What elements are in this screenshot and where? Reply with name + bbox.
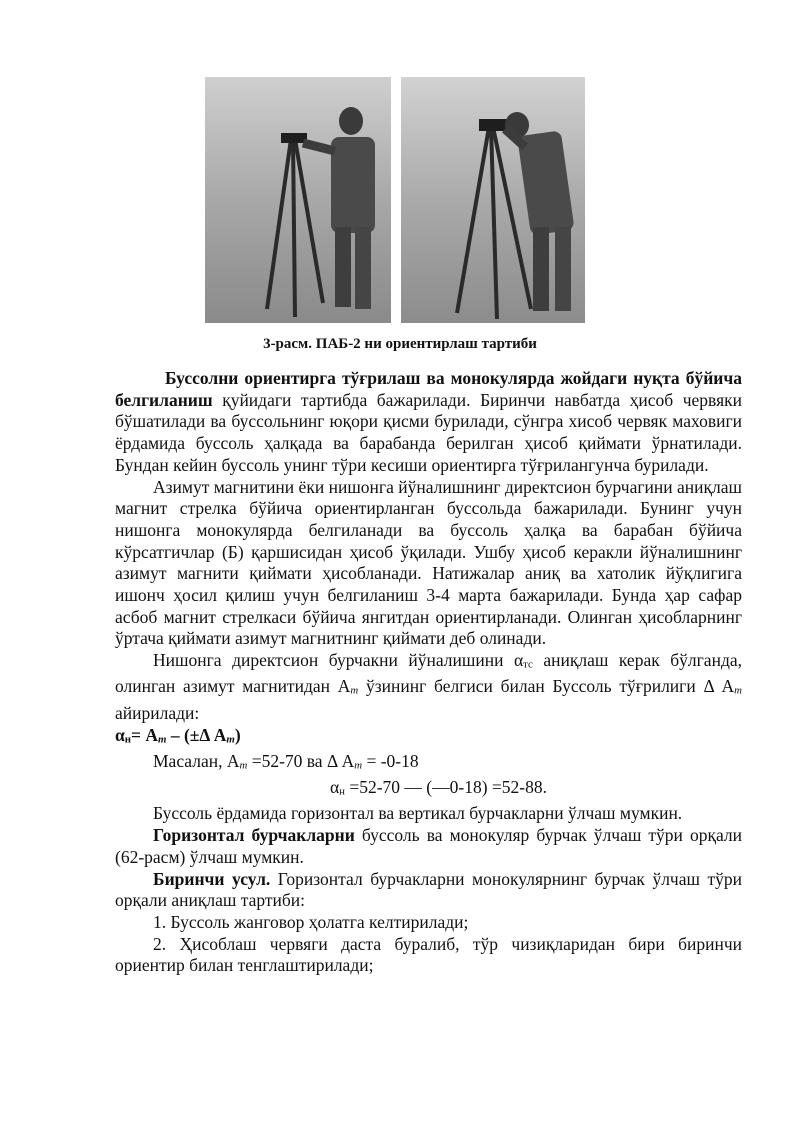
paragraph-2: Азимут магнитини ёки нишонга йўналишнинг директсион бурчагини аниқлаш магнит стрелка бўйича ориентирланган буссольда бажарилади. Бунинг учун нишонга монокулярда белгиланади ва буссоль ҳалқа ва барабан бўйича кўрсатгичлар (Б) қаршисидан ҳисоб ўқилади. Ушбу ҳисоб керакли йўналишнинг азимут магнити қиймати ҳисобланади. Натижалар аниқ ва хатолик йўқлигига ишонч ҳосил қилиш учун белгиланиш 3-4 марта бажарилади. Бунда ҳар сафар асбоб магнит стрелкаси бўйича янгитдан ориентирланади. Олинган ҳисобларнинг ўртача қиймати азимут магнитнинг қиймати деб олинади.	[115, 476, 742, 649]
a-subscript-2: т	[734, 685, 742, 698]
p3-text-4: айирилади:	[115, 702, 200, 723]
ex2-alpha: α	[330, 777, 340, 798]
formula-a-sub-2: т	[226, 733, 235, 746]
formula-alpha-sub: н	[124, 733, 132, 746]
formula-tail-2: )	[234, 724, 241, 745]
alpha-symbol: α	[513, 650, 524, 671]
formula-tail-1: – (±Δ А	[166, 724, 227, 745]
paragraph-5-text: буссоль ва монокуляр бурчак ўлчаш тўри орқали (62-расм) ўлчаш мумкин.	[115, 825, 742, 867]
paragraph-5-bold: Горизонтал бурчакларни	[153, 825, 355, 846]
p3-text-3: ўзининг белгиси билан Буссоль тўғрилиги Δ А	[358, 676, 735, 697]
formula-alpha: α	[115, 724, 125, 745]
soldier-tripod-image-right	[401, 77, 585, 323]
formula-mid: = А	[131, 724, 159, 745]
step-2: 2. Ҳисоблаш червяги даста буралиб, тўр чизиқларидан бири биринчи ориентир билан тенглаштирилади;	[115, 933, 742, 976]
paragraph-1-bold: Буссолни ориентирга тўғрилаш ва монокулярда жойдаги нуқта бўйича белгиланиш	[115, 368, 742, 410]
ex1-a: Масалан, А	[153, 750, 240, 771]
ex1-sub-2: т	[354, 759, 363, 772]
ex2-rest: =52-70 — (—0-18) =52-88.	[344, 777, 547, 798]
paragraph-6-text: Горизонтал бурчакларни монокулярнинг бурчак ўлчаш тўри орқали аниқлаш тартиби:	[115, 868, 742, 911]
alpha-subscript: тс	[523, 658, 533, 671]
a-subscript: т	[350, 685, 359, 698]
ex1-b: =52-70 ва Δ А	[247, 750, 355, 771]
soldier-tripod-image-left	[205, 77, 391, 323]
ex2-sub: н	[339, 785, 345, 798]
formula	[115, 725, 742, 751]
paragraph-1-text: қуйидаги тартибда бажарилади. Биринчи навбатда ҳисоб червяки бўшатилади ва буссольнинг юқори қисми бурилади, сўнгра хисоб червяк маховиги ёрдамида буссоль ҳалқада ва барабанда берилган ҳисоб қиймати ўрнатилади. Бундан кейин буссоль унинг тўри кесиши ориентирга тўғрилангунча бурилади.	[115, 389, 742, 475]
paragraph-6	[115, 869, 742, 912]
example-line-1	[115, 751, 742, 777]
paragraph-6-bold: Биринчи усул.	[153, 868, 271, 889]
formula-a-sub: т	[158, 733, 167, 746]
document-body	[115, 368, 742, 977]
paragraph-1	[115, 368, 742, 477]
photo-paB2-orientation-left	[205, 77, 391, 323]
paragraph-3	[115, 650, 742, 724]
step-1: 1. Буссоль жанговор ҳолатга келтирилади;	[153, 912, 469, 932]
photo-paB2-orientation-right	[401, 77, 585, 323]
paragraph-4: Буссоль ёрдамида горизонтал ва вертикал бурчакларни ўлчаш мумкин.	[153, 803, 683, 824]
p3-text-1: Нишонга директсион бурчакни йўналишини	[153, 650, 514, 671]
example-line-2	[115, 777, 742, 803]
p3-text-2: аниқлаш керак бўлганда, олинган азимут магнитидан А	[115, 650, 742, 697]
ex1-c: = -0-18	[362, 750, 419, 771]
paragraph-5	[115, 825, 742, 868]
figure-caption: 3-расм. ПАБ-2 ни ориентирлаш тартиби	[263, 336, 537, 352]
ex1-sub: т	[239, 759, 248, 772]
